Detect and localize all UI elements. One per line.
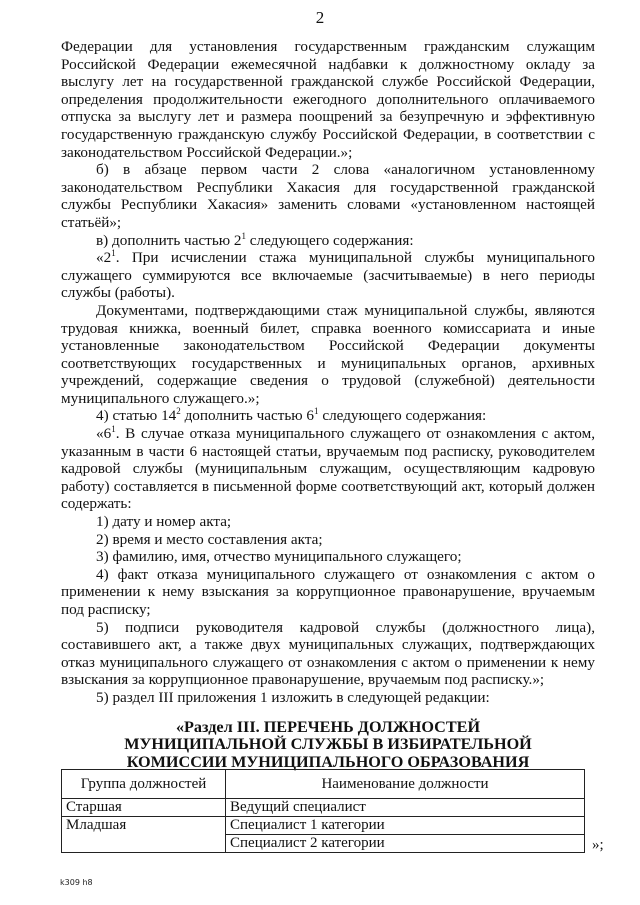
list-item: 1) дату и номер акта; <box>96 513 232 531</box>
paragraph: в) дополнить частью $2^1$ следующего содержания: <box>96 230 414 249</box>
list-item: 4) факт отказа муниципального служащего от ознакомления с актом о применении к нему взыскания за коррупционное правонарушение, вручаемым под расписку; <box>61 565 595 618</box>
positions-table <box>61 769 585 853</box>
table-cell: Ведущий специалист <box>226 799 585 817</box>
paragraph: 4) статью $14^2$ дополнить частью $6^1$ следующего содержания: <box>96 406 487 425</box>
footer-code: k309 h8 <box>60 878 93 887</box>
paragraph: «$6^1$. В случае отказа муниципального служащего от ознакомления с актом, указанным в части 6 настоящей статьи, вручаемым под расписку, руководителем кадровой службы (муниципальным служащим, осуществляющим кадровую работу) составляется в письменной форме соответствующий акт, который должен содержать: <box>61 424 595 513</box>
paragraph: 5) раздел III приложения 1 изложить в следующей редакции: <box>96 688 490 706</box>
table-cell: Специалист 2 категории <box>226 835 585 853</box>
list-item: 2) время и место составления акта; <box>96 530 323 548</box>
table-cell: Специалист 1 категории <box>226 817 585 835</box>
section-heading: «Раздел III. ПЕРЕЧЕНЬ ДОЛЖНОСТЕЙ МУНИЦИПАЛЬНОЙ СЛУЖБЫ В ИЗБИРАТЕЛЬНОЙ КОМИССИИ МУНИЦИПАЛЬНОГО ОБРАЗОВАНИЯ <box>124 717 532 771</box>
column-header: Группа должностей <box>62 770 226 799</box>
paragraph: «$2^1$. При исчислении стажа муниципальной службы муниципального служащего суммируются все включаемые (засчитываемые) в него периоды службы (работы). <box>61 248 595 302</box>
paragraph: б) в абзаце первом части 2 слова «аналогичном установленному законодательством Республики Хакасия для государственной гражданской службы Республики Хакасия» заменить словами «установленном настоящей статьёй»; <box>61 161 595 231</box>
document-body <box>61 38 595 771</box>
closing-quote: »; <box>592 837 604 853</box>
page-number: 2 <box>315 8 325 27</box>
table-row <box>62 817 585 835</box>
table-cell: Младшая <box>62 817 226 853</box>
table-header-row <box>62 770 585 799</box>
column-header: Наименование должности <box>226 770 585 799</box>
table-row <box>62 799 585 817</box>
list-item: 5) подписи руководителя кадровой службы (должностного лица), составившего акт, а также двух муниципальных служащих, подтверждающих отказ муниципального служащего от ознакомления с актом о применении к нему взыскания за коррупционное правонарушение, вручаемым под расписку.»; <box>61 618 595 689</box>
paragraph: Федерации для установления государственным гражданским служащим Российской Федерации ежемесячной надбавки к должностному окладу за выслугу лет на государственной гражданской службе Российской Федерации, определения продолжительности ежегодного дополнительного оплачиваемого отпуска за выслугу лет и размера поощрений за безупречную и эффективную государственную гражданскую службу Российской Федерации, в соответствии с законодательством Российской Федерации.»; <box>61 38 595 161</box>
list-item: 3) фамилию, имя, отчество муниципального служащего; <box>96 548 462 566</box>
paragraph: Документами, подтверждающими стаж муниципальной службы, являются трудовая книжка, военный билет, справка военного комиссариата и иные установленные законодательством Российской Федерации документы соответствующих государственных и муниципальных органов, архивных учреждений, содержащие сведения о трудовой (служебной) деятельности муниципального служащего.»; <box>61 301 595 407</box>
table-cell: Старшая <box>62 799 226 817</box>
